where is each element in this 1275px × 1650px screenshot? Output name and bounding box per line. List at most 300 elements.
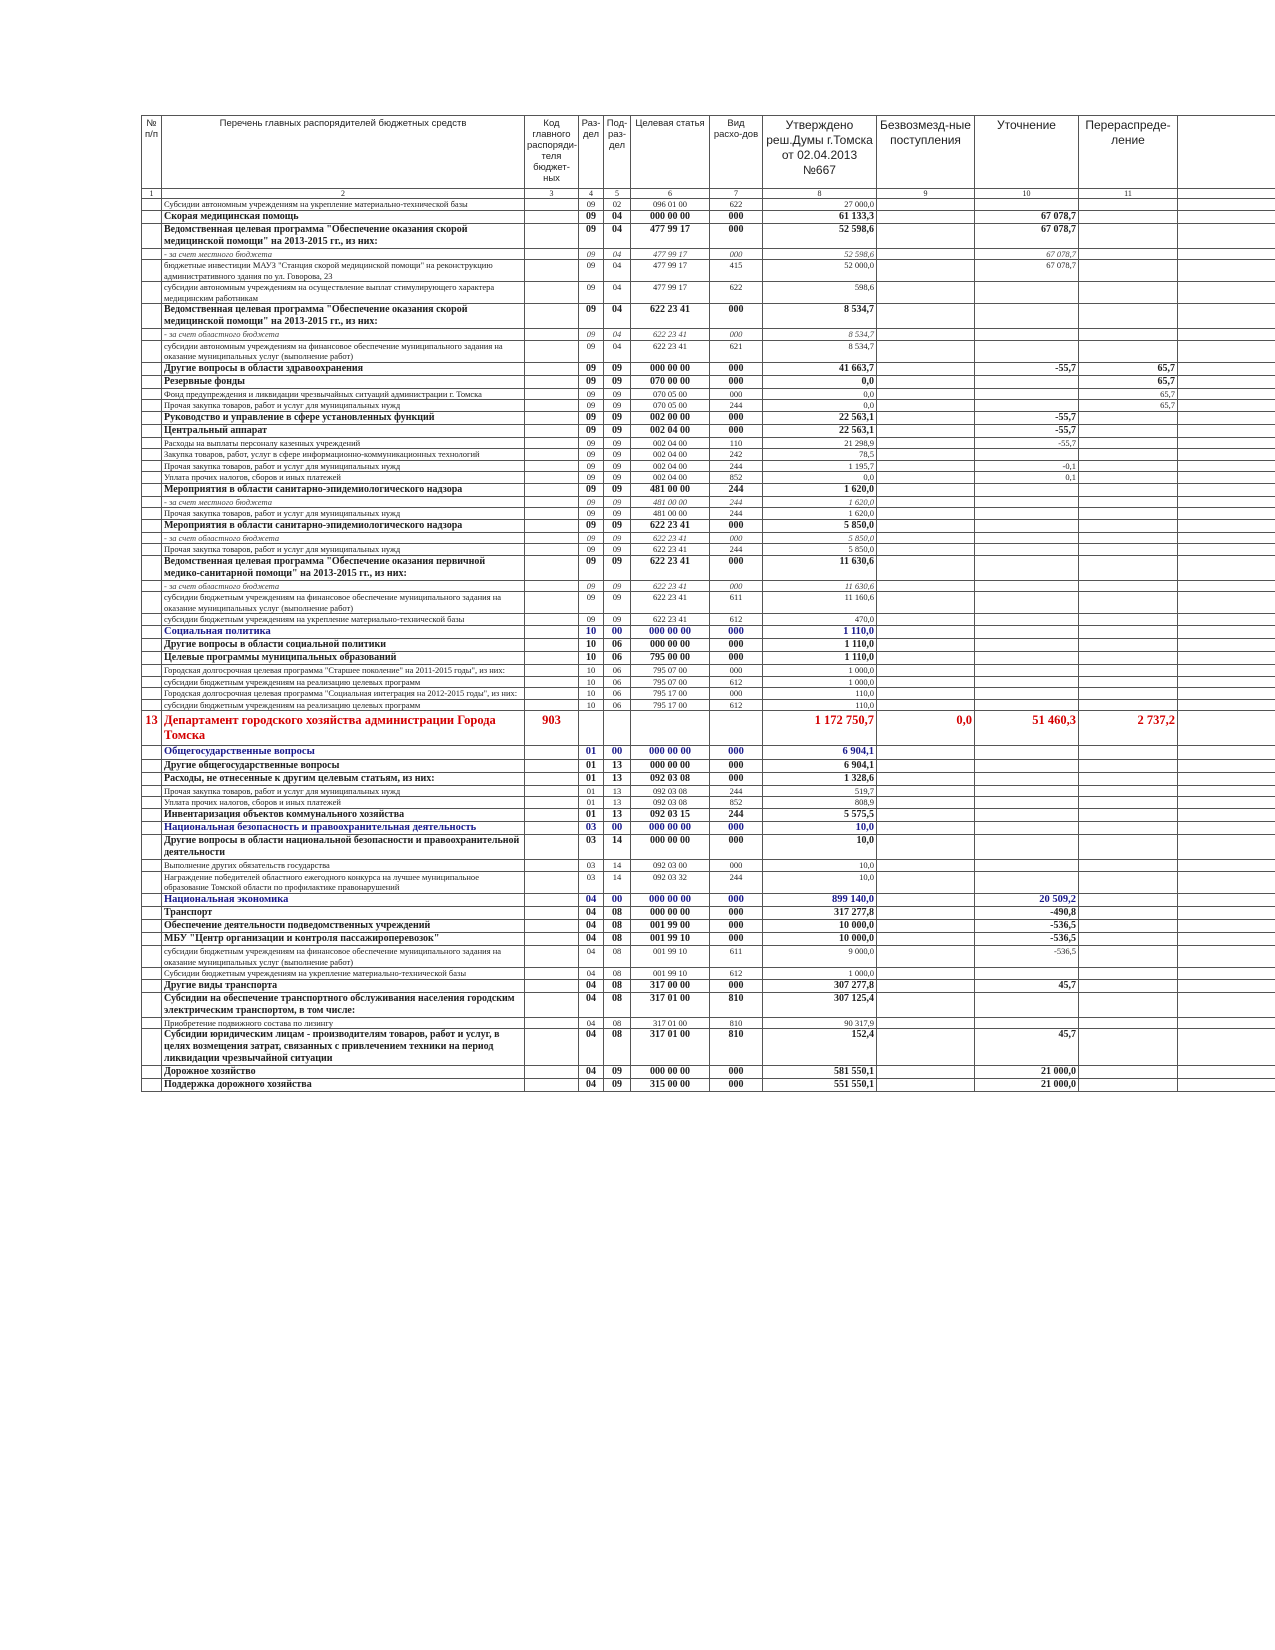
row-extra bbox=[1178, 979, 1275, 992]
row-code bbox=[525, 746, 579, 760]
row-refine bbox=[975, 625, 1079, 639]
row-target: 622 23 41 bbox=[631, 592, 710, 614]
row-refine: 67 078,7 bbox=[975, 248, 1079, 260]
row-vid: 244 bbox=[710, 483, 763, 496]
row-podrazdel: 06 bbox=[604, 652, 631, 665]
row-extra bbox=[1178, 907, 1275, 920]
row-extra bbox=[1178, 460, 1275, 472]
row-podrazdel: 13 bbox=[604, 785, 631, 797]
row-name: Скорая медицинская помощь bbox=[162, 210, 525, 223]
row-extra bbox=[1178, 785, 1275, 797]
row-code bbox=[525, 933, 579, 946]
row-code bbox=[525, 555, 579, 580]
row-code bbox=[525, 920, 579, 933]
row-extra bbox=[1178, 424, 1275, 437]
row-refine bbox=[975, 785, 1079, 797]
row-refine: -536,5 bbox=[975, 920, 1079, 933]
row-extra bbox=[1178, 639, 1275, 652]
row-vid: 244 bbox=[710, 871, 763, 893]
row-name: Расходы на выплаты персоналу казенных учреждений bbox=[162, 437, 525, 449]
row-target: 622 23 41 bbox=[631, 532, 710, 544]
row-vid: 110 bbox=[710, 437, 763, 449]
row-name: бюджетные инвестиции МАУЗ "Станция скорой медицинской помощи" на реконструкцию административного здания по ул. Говорова, 23 bbox=[162, 260, 525, 282]
col-number: 6 bbox=[631, 189, 710, 199]
row-target: 000 00 00 bbox=[631, 746, 710, 760]
row-target: 795 00 00 bbox=[631, 652, 710, 665]
row-code bbox=[525, 772, 579, 785]
row-name: субсидии бюджетным учреждениям на финансовое обеспечение муниципального задания на оказание муниципальных услуг (выполнение работ) bbox=[162, 946, 525, 968]
row-refine: 67 078,7 bbox=[975, 260, 1079, 282]
row-extra bbox=[1178, 400, 1275, 412]
row-refine bbox=[975, 449, 1079, 461]
row-approved: 598,6 bbox=[763, 282, 877, 304]
row-extra bbox=[1178, 437, 1275, 449]
row-vid: 622 bbox=[710, 282, 763, 304]
row-number bbox=[142, 532, 162, 544]
row-free bbox=[877, 199, 975, 211]
row-number bbox=[142, 946, 162, 968]
row-free bbox=[877, 614, 975, 626]
row-approved: 6 904,1 bbox=[763, 759, 877, 772]
row-vid: 852 bbox=[710, 797, 763, 809]
row-number bbox=[142, 460, 162, 472]
row-code bbox=[525, 871, 579, 893]
row-razdel: 04 bbox=[579, 920, 604, 933]
row-code bbox=[525, 304, 579, 329]
row-redistribute bbox=[1079, 920, 1178, 933]
row-refine: 67 078,7 bbox=[975, 210, 1079, 223]
row-podrazdel: 08 bbox=[604, 1017, 631, 1029]
row-approved: 581 550,1 bbox=[763, 1066, 877, 1079]
row-extra bbox=[1178, 652, 1275, 665]
row-number bbox=[142, 508, 162, 520]
row-redistribute bbox=[1079, 665, 1178, 677]
row-code bbox=[525, 472, 579, 484]
row-code bbox=[525, 1029, 579, 1066]
row-name: Руководство и управление в сфере установленных функций bbox=[162, 411, 525, 424]
table-row bbox=[142, 1079, 1275, 1092]
row-free bbox=[877, 340, 975, 362]
row-free bbox=[877, 920, 975, 933]
row-razdel: 04 bbox=[579, 1079, 604, 1092]
table-row bbox=[142, 472, 1275, 484]
row-free bbox=[877, 282, 975, 304]
row-number bbox=[142, 676, 162, 688]
row-refine bbox=[975, 860, 1079, 872]
row-number bbox=[142, 472, 162, 484]
row-number bbox=[142, 860, 162, 872]
row-razdel: 09 bbox=[579, 483, 604, 496]
row-approved: 9 000,0 bbox=[763, 946, 877, 968]
row-code bbox=[525, 424, 579, 437]
row-refine bbox=[975, 614, 1079, 626]
row-redistribute bbox=[1079, 968, 1178, 980]
row-vid: 244 bbox=[710, 496, 763, 508]
row-extra bbox=[1178, 223, 1275, 248]
row-code bbox=[525, 400, 579, 412]
row-approved: 1 620,0 bbox=[763, 508, 877, 520]
row-vid: 000 bbox=[710, 652, 763, 665]
row-razdel: 09 bbox=[579, 362, 604, 375]
table-row bbox=[142, 544, 1275, 556]
row-target: 000 00 00 bbox=[631, 210, 710, 223]
row-free bbox=[877, 375, 975, 388]
table-row bbox=[142, 759, 1275, 772]
row-podrazdel: 09 bbox=[604, 362, 631, 375]
row-target: 092 03 00 bbox=[631, 860, 710, 872]
row-number bbox=[142, 329, 162, 341]
row-redistribute bbox=[1079, 223, 1178, 248]
row-code bbox=[525, 979, 579, 992]
row-refine bbox=[975, 835, 1079, 860]
row-vid: 244 bbox=[710, 808, 763, 821]
row-podrazdel: 09 bbox=[604, 1066, 631, 1079]
row-name: Целевые программы муниципальных образований bbox=[162, 652, 525, 665]
row-number bbox=[142, 699, 162, 711]
row-target bbox=[631, 711, 710, 746]
row-number bbox=[142, 1017, 162, 1029]
row-extra bbox=[1178, 821, 1275, 835]
row-extra bbox=[1178, 340, 1275, 362]
row-redistribute bbox=[1079, 508, 1178, 520]
row-podrazdel: 09 bbox=[604, 460, 631, 472]
table-row bbox=[142, 1029, 1275, 1066]
row-free bbox=[877, 532, 975, 544]
row-free bbox=[877, 835, 975, 860]
row-free bbox=[877, 388, 975, 400]
row-razdel: 10 bbox=[579, 652, 604, 665]
row-target: 002 04 00 bbox=[631, 424, 710, 437]
row-razdel: 09 bbox=[579, 508, 604, 520]
row-target: 795 07 00 bbox=[631, 676, 710, 688]
row-vid: 000 bbox=[710, 907, 763, 920]
row-approved: 1 110,0 bbox=[763, 652, 877, 665]
row-refine: -536,5 bbox=[975, 946, 1079, 968]
row-code bbox=[525, 580, 579, 592]
row-name: Закупка товаров, работ, услуг в сфере информационно-коммуникационных технологий bbox=[162, 449, 525, 461]
row-vid: 000 bbox=[710, 893, 763, 907]
col-target-header: Целевая статья bbox=[631, 116, 710, 189]
col-refine-header: Уточнение bbox=[975, 116, 1079, 189]
row-code bbox=[525, 860, 579, 872]
row-number bbox=[142, 920, 162, 933]
row-name: Другие вопросы в области здравоохранения bbox=[162, 362, 525, 375]
row-code bbox=[525, 248, 579, 260]
row-refine bbox=[975, 388, 1079, 400]
row-redistribute bbox=[1079, 555, 1178, 580]
col-extra-header bbox=[1178, 116, 1275, 189]
row-podrazdel: 00 bbox=[604, 746, 631, 760]
row-approved: 307 125,4 bbox=[763, 992, 877, 1017]
row-refine: 67 078,7 bbox=[975, 223, 1079, 248]
row-redistribute bbox=[1079, 860, 1178, 872]
row-name: Мероприятия в области санитарно-эпидемиологического надзора bbox=[162, 519, 525, 532]
row-redistribute bbox=[1079, 1017, 1178, 1029]
row-podrazdel: 09 bbox=[604, 532, 631, 544]
row-vid: 000 bbox=[710, 411, 763, 424]
row-code bbox=[525, 362, 579, 375]
row-target: 477 99 17 bbox=[631, 248, 710, 260]
row-free bbox=[877, 665, 975, 677]
row-vid: 612 bbox=[710, 676, 763, 688]
row-number bbox=[142, 483, 162, 496]
row-podrazdel: 08 bbox=[604, 992, 631, 1017]
table-row bbox=[142, 676, 1275, 688]
row-vid: 415 bbox=[710, 260, 763, 282]
row-code bbox=[525, 388, 579, 400]
row-refine: -55,7 bbox=[975, 424, 1079, 437]
row-refine bbox=[975, 400, 1079, 412]
row-vid: 000 bbox=[710, 210, 763, 223]
row-name: Приобретение подвижного состава по лизингу bbox=[162, 1017, 525, 1029]
row-target: 481 00 00 bbox=[631, 496, 710, 508]
row-refine bbox=[975, 968, 1079, 980]
row-podrazdel: 09 bbox=[604, 400, 631, 412]
row-target: 481 00 00 bbox=[631, 508, 710, 520]
row-free bbox=[877, 411, 975, 424]
row-approved: 11 630,6 bbox=[763, 580, 877, 592]
row-free bbox=[877, 519, 975, 532]
row-refine bbox=[975, 329, 1079, 341]
row-approved: 6 904,1 bbox=[763, 746, 877, 760]
row-approved: 10,0 bbox=[763, 821, 877, 835]
row-approved: 1 620,0 bbox=[763, 496, 877, 508]
row-approved: 11 160,6 bbox=[763, 592, 877, 614]
col-number: 10 bbox=[975, 189, 1079, 199]
row-vid: 000 bbox=[710, 519, 763, 532]
row-podrazdel: 00 bbox=[604, 821, 631, 835]
row-redistribute bbox=[1079, 424, 1178, 437]
row-approved: 1 172 750,7 bbox=[763, 711, 877, 746]
row-podrazdel: 14 bbox=[604, 871, 631, 893]
row-code bbox=[525, 340, 579, 362]
row-number bbox=[142, 639, 162, 652]
table-row bbox=[142, 699, 1275, 711]
row-vid: 612 bbox=[710, 614, 763, 626]
row-refine: -490,8 bbox=[975, 907, 1079, 920]
table-row bbox=[142, 688, 1275, 700]
row-refine: 20 509,2 bbox=[975, 893, 1079, 907]
table-row bbox=[142, 933, 1275, 946]
row-redistribute bbox=[1079, 797, 1178, 809]
table-row bbox=[142, 711, 1275, 746]
row-razdel: 04 bbox=[579, 893, 604, 907]
row-target: 317 01 00 bbox=[631, 1029, 710, 1066]
row-free bbox=[877, 625, 975, 639]
col-number-extra bbox=[1178, 189, 1275, 199]
row-name: Транспорт bbox=[162, 907, 525, 920]
row-vid: 000 bbox=[710, 388, 763, 400]
row-podrazdel: 04 bbox=[604, 210, 631, 223]
row-approved: 22 563,1 bbox=[763, 411, 877, 424]
row-extra bbox=[1178, 388, 1275, 400]
row-extra bbox=[1178, 210, 1275, 223]
row-podrazdel: 09 bbox=[604, 388, 631, 400]
row-razdel: 09 bbox=[579, 496, 604, 508]
row-redistribute bbox=[1079, 210, 1178, 223]
row-approved: 21 298,9 bbox=[763, 437, 877, 449]
row-approved: 27 000,0 bbox=[763, 199, 877, 211]
row-podrazdel: 08 bbox=[604, 968, 631, 980]
row-redistribute bbox=[1079, 340, 1178, 362]
row-vid: 244 bbox=[710, 460, 763, 472]
row-podrazdel: 08 bbox=[604, 920, 631, 933]
row-number bbox=[142, 746, 162, 760]
row-free bbox=[877, 933, 975, 946]
row-free bbox=[877, 483, 975, 496]
row-approved: 78,5 bbox=[763, 449, 877, 461]
row-name: Ведомственная целевая программа "Обеспечение оказания скорой медицинской помощи" на 2013-2015 гг., из них: bbox=[162, 223, 525, 248]
row-target: 092 03 15 bbox=[631, 808, 710, 821]
row-podrazdel: 04 bbox=[604, 304, 631, 329]
row-razdel: 09 bbox=[579, 260, 604, 282]
table-row bbox=[142, 625, 1275, 639]
col-approved-header: Утверждено реш.Думы г.Томска от 02.04.2013 №667 bbox=[763, 116, 877, 189]
row-code bbox=[525, 907, 579, 920]
row-extra bbox=[1178, 759, 1275, 772]
row-number bbox=[142, 968, 162, 980]
row-code bbox=[525, 893, 579, 907]
row-podrazdel: 09 bbox=[604, 580, 631, 592]
row-razdel: 09 bbox=[579, 544, 604, 556]
row-podrazdel: 08 bbox=[604, 933, 631, 946]
row-vid: 000 bbox=[710, 555, 763, 580]
row-redistribute bbox=[1079, 893, 1178, 907]
row-code bbox=[525, 625, 579, 639]
row-target: 795 07 00 bbox=[631, 665, 710, 677]
table-row bbox=[142, 340, 1275, 362]
row-redistribute bbox=[1079, 437, 1178, 449]
row-razdel: 09 bbox=[579, 532, 604, 544]
row-razdel: 01 bbox=[579, 772, 604, 785]
row-extra bbox=[1178, 411, 1275, 424]
row-target: 315 00 00 bbox=[631, 1079, 710, 1092]
row-refine: 51 460,3 bbox=[975, 711, 1079, 746]
row-razdel: 04 bbox=[579, 1017, 604, 1029]
row-name: Резервные фонды bbox=[162, 375, 525, 388]
row-podrazdel: 04 bbox=[604, 340, 631, 362]
row-refine: 45,7 bbox=[975, 1029, 1079, 1066]
row-approved: 1 000,0 bbox=[763, 676, 877, 688]
row-code bbox=[525, 496, 579, 508]
row-razdel: 01 bbox=[579, 759, 604, 772]
column-number-row bbox=[142, 189, 1275, 199]
row-free bbox=[877, 639, 975, 652]
row-redistribute bbox=[1079, 544, 1178, 556]
row-extra bbox=[1178, 933, 1275, 946]
row-name: субсидии бюджетным учреждениям на реализацию целевых программ bbox=[162, 699, 525, 711]
row-refine bbox=[975, 665, 1079, 677]
row-razdel: 09 bbox=[579, 460, 604, 472]
row-target: 000 00 00 bbox=[631, 759, 710, 772]
row-extra bbox=[1178, 519, 1275, 532]
row-vid: 000 bbox=[710, 248, 763, 260]
row-free bbox=[877, 946, 975, 968]
row-redistribute bbox=[1079, 625, 1178, 639]
row-free bbox=[877, 759, 975, 772]
row-target: 000 00 00 bbox=[631, 362, 710, 375]
row-free bbox=[877, 437, 975, 449]
row-target: 000 00 00 bbox=[631, 893, 710, 907]
row-number bbox=[142, 260, 162, 282]
row-free bbox=[877, 746, 975, 760]
row-redistribute bbox=[1079, 933, 1178, 946]
row-code bbox=[525, 411, 579, 424]
row-code bbox=[525, 785, 579, 797]
row-refine: 45,7 bbox=[975, 979, 1079, 992]
row-redistribute bbox=[1079, 907, 1178, 920]
row-refine bbox=[975, 772, 1079, 785]
row-podrazdel: 09 bbox=[604, 555, 631, 580]
row-razdel: 04 bbox=[579, 1029, 604, 1066]
row-name: Дорожное хозяйство bbox=[162, 1066, 525, 1079]
row-free bbox=[877, 1066, 975, 1079]
row-free bbox=[877, 992, 975, 1017]
row-extra bbox=[1178, 835, 1275, 860]
row-redistribute bbox=[1079, 1029, 1178, 1066]
row-extra bbox=[1178, 920, 1275, 933]
row-refine bbox=[975, 199, 1079, 211]
row-free bbox=[877, 688, 975, 700]
row-number bbox=[142, 340, 162, 362]
row-refine bbox=[975, 1017, 1079, 1029]
row-podrazdel: 04 bbox=[604, 282, 631, 304]
row-extra bbox=[1178, 483, 1275, 496]
row-razdel: 01 bbox=[579, 808, 604, 821]
row-approved: 10,0 bbox=[763, 871, 877, 893]
row-redistribute bbox=[1079, 199, 1178, 211]
row-razdel: 09 bbox=[579, 437, 604, 449]
row-vid: 000 bbox=[710, 625, 763, 639]
row-razdel: 10 bbox=[579, 699, 604, 711]
row-target: 622 23 41 bbox=[631, 580, 710, 592]
row-podrazdel: 09 bbox=[604, 544, 631, 556]
row-vid: 000 bbox=[710, 688, 763, 700]
row-vid: 612 bbox=[710, 968, 763, 980]
row-number bbox=[142, 223, 162, 248]
row-code bbox=[525, 835, 579, 860]
row-free bbox=[877, 785, 975, 797]
row-name: Городская долгосрочная целевая программа "Старшее поколение" на 2011-2015 годы", из них: bbox=[162, 665, 525, 677]
row-podrazdel: 13 bbox=[604, 808, 631, 821]
row-razdel: 09 bbox=[579, 592, 604, 614]
row-number bbox=[142, 555, 162, 580]
table-row bbox=[142, 424, 1275, 437]
table-row bbox=[142, 260, 1275, 282]
row-vid: 622 bbox=[710, 199, 763, 211]
col-number: 4 bbox=[579, 189, 604, 199]
row-redistribute bbox=[1079, 699, 1178, 711]
row-approved: 1 620,0 bbox=[763, 483, 877, 496]
row-razdel: 09 bbox=[579, 304, 604, 329]
row-redistribute bbox=[1079, 759, 1178, 772]
row-target: 070 00 00 bbox=[631, 375, 710, 388]
row-refine: -55,7 bbox=[975, 437, 1079, 449]
col-number: 3 bbox=[525, 189, 579, 199]
row-razdel: 04 bbox=[579, 1066, 604, 1079]
row-code bbox=[525, 199, 579, 211]
row-refine bbox=[975, 676, 1079, 688]
row-razdel: 09 bbox=[579, 340, 604, 362]
row-number bbox=[142, 1029, 162, 1066]
row-free bbox=[877, 907, 975, 920]
row-refine bbox=[975, 808, 1079, 821]
col-podrazdel-header: Под-раз-дел bbox=[604, 116, 631, 189]
table-row bbox=[142, 580, 1275, 592]
row-vid: 000 bbox=[710, 580, 763, 592]
row-podrazdel: 04 bbox=[604, 260, 631, 282]
row-podrazdel: 09 bbox=[604, 592, 631, 614]
